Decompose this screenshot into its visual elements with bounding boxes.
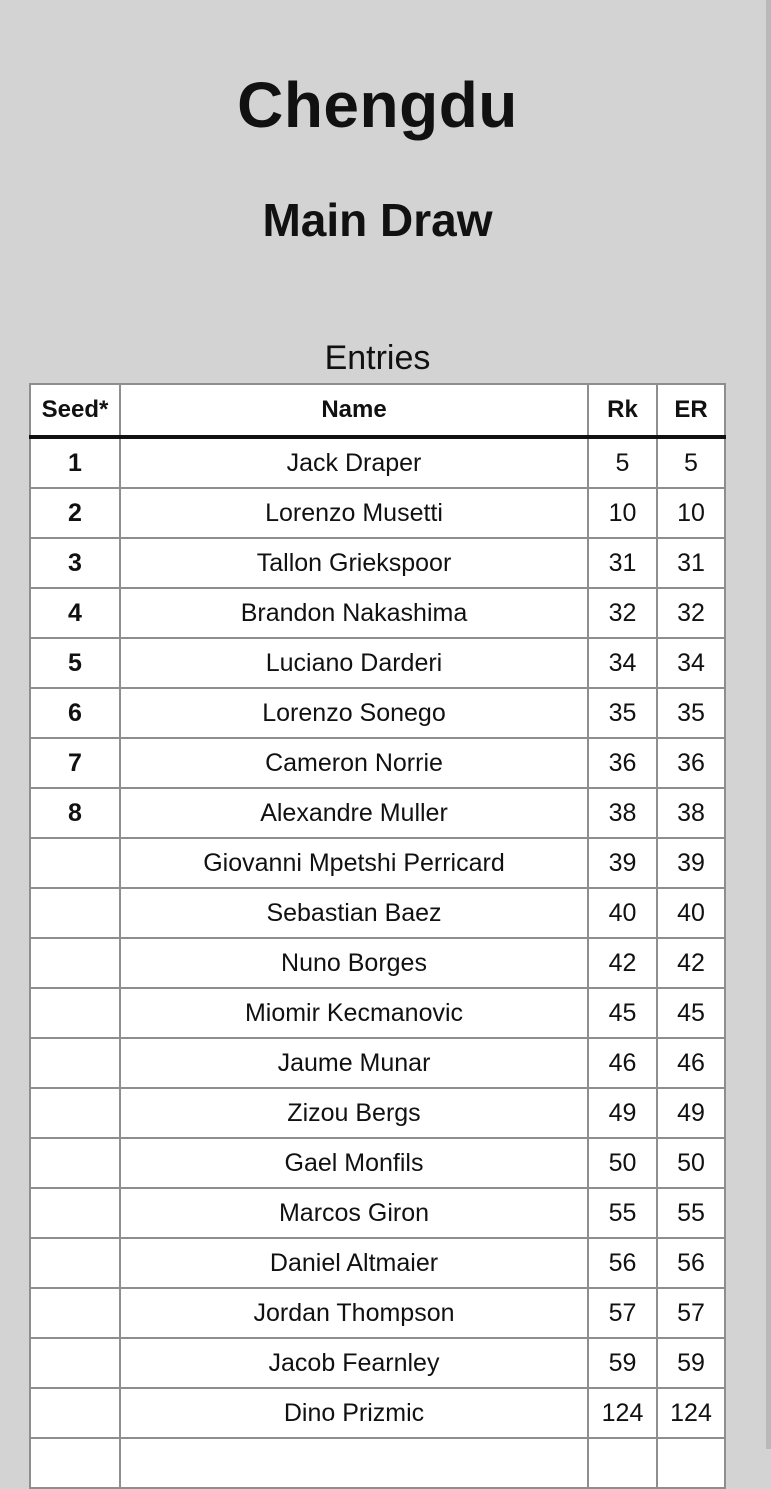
player-name-cell: Tallon Griekspoor [120,538,588,588]
table-row [30,738,725,788]
table-row [30,638,725,688]
rank-cell: 39 [588,838,657,888]
rank-cell: 31 [588,538,657,588]
rank-cell: 34 [588,638,657,688]
player-name-cell: Giovanni Mpetshi Perricard [120,838,588,888]
player-name-cell: Gael Monfils [120,1138,588,1188]
table-row [30,488,725,538]
seed-cell [30,1438,120,1488]
rank-cell: 55 [588,1188,657,1238]
rank-cell: 36 [588,738,657,788]
player-name-cell: Luciano Darderi [120,638,588,688]
seed-cell [30,1088,120,1138]
player-name-cell [120,1438,588,1488]
seed-cell: 3 [30,538,120,588]
rank-cell: 10 [588,488,657,538]
player-name-cell: Dino Prizmic [120,1388,588,1438]
seed-cell [30,1238,120,1288]
player-name-cell: Daniel Altmaier [120,1238,588,1288]
seed-cell [30,838,120,888]
seed-cell: 4 [30,588,120,638]
table-header-row [30,384,725,437]
table-row [30,888,725,938]
table-row [30,1338,725,1388]
table-row [30,688,725,738]
entry-rank-cell: 56 [657,1238,725,1288]
rank-cell: 40 [588,888,657,938]
column-header-entry-rank: ER [657,384,725,437]
seed-cell [30,988,120,1038]
rank-cell: 45 [588,988,657,1038]
rank-cell: 124 [588,1388,657,1438]
table-row [30,437,725,488]
rank-cell: 50 [588,1138,657,1188]
table-caption: Entries [324,339,431,377]
rank-cell: 46 [588,1038,657,1088]
entry-rank-cell: 5 [657,437,725,488]
player-name-cell: Lorenzo Musetti [120,488,588,538]
table-row [30,1438,725,1488]
entry-rank-cell: 45 [657,988,725,1038]
entries-table [29,383,726,1489]
entry-rank-cell: 32 [657,588,725,638]
seed-cell: 8 [30,788,120,838]
rank-cell: 57 [588,1288,657,1338]
entry-rank-cell: 35 [657,688,725,738]
entry-rank-cell: 34 [657,638,725,688]
entry-rank-cell: 42 [657,938,725,988]
player-name-cell: Miomir Kecmanovic [120,988,588,1038]
seed-cell: 1 [30,437,120,488]
rank-cell [588,1438,657,1488]
table-row [30,1088,725,1138]
player-name-cell: Marcos Giron [120,1188,588,1238]
table-row [30,988,725,1038]
seed-cell: 7 [30,738,120,788]
seed-cell: 2 [30,488,120,538]
player-name-cell: Zizou Bergs [120,1088,588,1138]
column-header-rank: Rk [588,384,657,437]
player-name-cell: Brandon Nakashima [120,588,588,638]
table-row [30,1138,725,1188]
entry-rank-cell: 10 [657,488,725,538]
entries-table-body [30,437,725,1488]
seed-cell [30,1188,120,1238]
player-name-cell: Jacob Fearnley [120,1338,588,1388]
seed-cell [30,1388,120,1438]
table-row [30,1038,725,1088]
rank-cell: 42 [588,938,657,988]
player-name-cell: Cameron Norrie [120,738,588,788]
entry-rank-cell: 55 [657,1188,725,1238]
entry-rank-cell: 46 [657,1038,725,1088]
seed-cell [30,1138,120,1188]
player-name-cell: Jordan Thompson [120,1288,588,1338]
entry-rank-cell: 50 [657,1138,725,1188]
player-name-cell: Lorenzo Sonego [120,688,588,738]
table-row [30,788,725,838]
entry-rank-cell: 31 [657,538,725,588]
column-header-name: Name [120,384,588,437]
table-row [30,938,725,988]
seed-cell [30,938,120,988]
table-row [30,1238,725,1288]
seed-cell [30,1288,120,1338]
seed-cell [30,1338,120,1388]
player-name-cell: Jaume Munar [120,1038,588,1088]
entry-rank-cell: 59 [657,1338,725,1388]
entry-rank-cell: 49 [657,1088,725,1138]
page-title: Chengdu [237,69,518,141]
seed-cell [30,1038,120,1088]
seed-cell [30,888,120,938]
watermark-text: TennisAlive [250,1418,363,1440]
entry-rank-cell: 57 [657,1288,725,1338]
seed-cell: 6 [30,688,120,738]
page-edge-shadow [766,0,771,1449]
entry-rank-cell: 38 [657,788,725,838]
player-name-cell: Jack Draper [120,437,588,488]
table-row [30,1388,725,1438]
entry-rank-cell: 36 [657,738,725,788]
table-row [30,588,725,638]
rank-cell: 5 [588,437,657,488]
player-name-cell: Sebastian Baez [120,888,588,938]
table-row [30,538,725,588]
entry-rank-cell [657,1438,725,1488]
rank-cell: 59 [588,1338,657,1388]
rank-cell: 56 [588,1238,657,1288]
table-row [30,1188,725,1238]
table-row [30,1288,725,1338]
rank-cell: 32 [588,588,657,638]
player-name-cell: Alexandre Muller [120,788,588,838]
player-name-cell: Nuno Borges [120,938,588,988]
entry-rank-cell: 39 [657,838,725,888]
page-subtitle: Main Draw [262,194,493,246]
seed-cell: 5 [30,638,120,688]
entry-rank-cell: 40 [657,888,725,938]
entry-rank-cell: 124 [657,1388,725,1438]
table-row [30,838,725,888]
column-header-seed: Seed* [30,384,120,437]
rank-cell: 38 [588,788,657,838]
rank-cell: 35 [588,688,657,738]
rank-cell: 49 [588,1088,657,1138]
